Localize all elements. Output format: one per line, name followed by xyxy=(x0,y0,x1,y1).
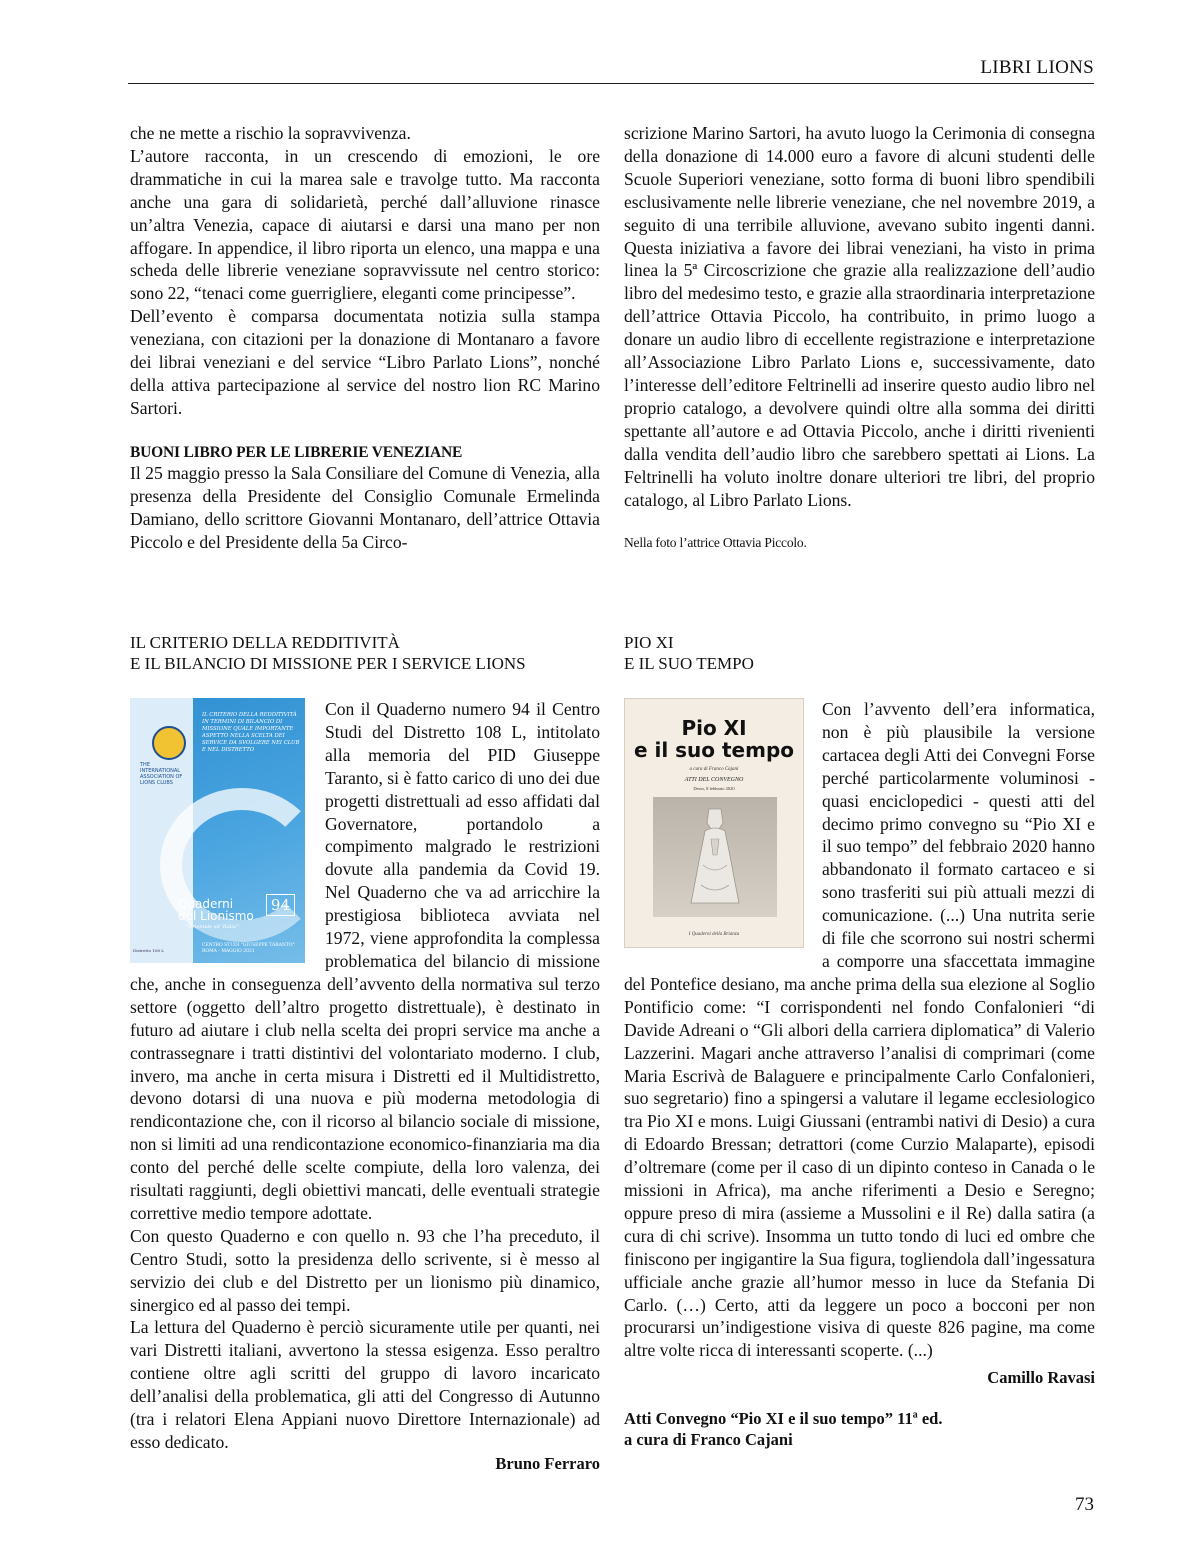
quaderni-cover-image xyxy=(130,698,305,963)
cover-footer: I Quaderni della Brianza xyxy=(688,932,740,937)
lions-logo-icon xyxy=(152,726,186,760)
paragraph: scrizione Marino Sartori, ha avuto luogo la Cerimonia di consegna della donazione di 14.000 euro a favore di alcuni studenti delle Scuole Superiori veneziane, sotto forma di buoni libro spendibili esclusivamente nelle librerie veneziane, che nel novembre 2019, a seguito di una terribile alluvione, avevano subito ingenti danni. Questa iniziativa a favore dei librai veneziani, ha visto in prima linea la 5ª Circoscrizione che grazie alla realizzazione dell’audio libro del medesimo testo, e grazie alla straordinaria interpretazione dell’attrice Ottavia Piccolo, ha contribuito, in primo luogo a donare un audio libro di eccellente registrazione e interpretazione all’Associazione Libro Parlato Lions e, successivamente, dato l’interesse dell’editore Feltrinelli ad inserire questo audio libro nel proprio catalogo, a devolvere quindi oltre alla somma dei diritti spettante all’autore e ad Ottavia Piccolo, anche i diritti rivenienti dalla vendita dell’audio libro che sarebbero spettati ai Lions. La Feltrinelli ha voluto inoltre donare ulteriori tre libri, del proprio catalogo, al Libro Parlato Lions. xyxy=(624,123,1095,510)
article-redditivita xyxy=(130,632,600,1474)
book-info-line: a cura di Franco Cajani xyxy=(624,1430,793,1450)
left-column-top xyxy=(130,122,600,553)
cover-title-line: Pio XI xyxy=(681,716,747,740)
cover-editor: a cura di Franco Cajani xyxy=(689,767,739,772)
article-title xyxy=(624,632,1095,674)
cover-series-line: del Lionismo xyxy=(178,909,254,923)
article-title-line: E IL BILANCIO DI MISSIONE PER I SERVICE LIONS xyxy=(130,654,526,673)
cover-title xyxy=(625,717,803,761)
paragraph: La lettura del Quaderno è perciò sicuramente utile per quanti, nei vari Distretti italiani, avvertono la stessa esigenza. Esso peraltro contiene oltre agli scritti del gruppo di lavoro incaricato dell’analisi della problematica, gli atti del Congresso di Autunno (tra i relatori Elena Appiani nuovo Direttore Internazionale) ad esso dedicato. xyxy=(130,1317,600,1452)
page-header-title: LIBRI LIONS xyxy=(980,57,1094,78)
pio-xi-cover-image xyxy=(624,698,804,948)
cover-footer xyxy=(202,943,295,955)
cover-title-line: e il suo tempo xyxy=(633,738,795,762)
paragraph: Con il Quaderno numero 94 il Centro Studi del Distretto 108 L, intitolato alla memoria del PID Giuseppe Taranto, si è fatto carico di uno dei due progetti distrettuali ad esso affidati dal Governatore, portandolo a compimento malgrado le restrizioni dovute alla pandemia da Covid 19. Nel Quaderno che va ad arricchire la prestigiosa biblioteca avviata nel 1972, viene approfondita la complessa problematica del bilancio di missione che, anche in conseguenza dell’avvento della normativa sul terzo settore (oggetto dell’altro progetto distrettuale), è destinato in futuro ad aiutare i club nella scelta dei propri service ma anche a contrassegnare i tratti distintivi del volontariato moderno. I club, invero, ma anche in certa misura i Distretti ed il Multidistretto, devono dotarsi di una nuova e più moderna metodologia di rendicontazione che, con il ricorso al bilancio sociale di missione, non si limiti ad una rendicontazione economico-finanziaria ma dia conto del perché delle scelte compiute, della loro valenza, dei risultati raggiunti, degli obiettivi mancati, delle eventuali strategie correttive medio tempore adottate. xyxy=(130,699,600,1223)
statue-illustration xyxy=(683,805,747,909)
article-pio-xi xyxy=(624,632,1095,1450)
book-info xyxy=(624,1408,1095,1450)
paragraph: che ne mette a rischio la sopravvivenza. xyxy=(130,123,411,143)
cover-series-line: Quaderni xyxy=(178,897,234,911)
paragraph: Con l’avvento dell’era informatica, non è più plausibile la versione cartacea degli Atti dei Convegni Forse perché particolarmente voluminosi - quasi enciclopedici - questi atti del decimo primo convegno su “Pio XI e il suo tempo” del febbraio 2020 hanno abbandonato il formato cartaceo e si sono trasferiti sui più attuali mezzi di comunicazione. (...) Una nutrita serie di file che scorrono sui nostri schermi a comporre una sfaccettata immagine del Pontefice desiano, ma anche prima della sua elezione al Soglio Pontificio come: “I corrispondenti nel fondo Confalonieri “di Davide Adreani o “Gli albori della carriera diplomatica” di Valerio Lazzerini. Magari anche attraverso l’analisi di comprimari (come Maria Escrivà de Balaguere e principalmente Carlo Confalonieri, suo segretario) fino a spingersi a valutare il legame ecclesiologico tra Pio XI e mons. Luigi Giussani (entrambi nativi di Desio) a cura di Edoardo Bressan; detrattori (come Curzio Malaparte), episodi d’oltremare (come per il caso di un dipinto conteso in Canada o le missioni in Africa), ma anche riferimenti a Desio e Seregno; oppure preso di mira (assieme a Mussolini e il Re) dalla satira (a cura di chi scrive). Insomma un tutto tondo di luci ed ombre che finiscono per ingigantire la Sua figura, togliendola dall’ingessatura ufficiale anche grazie all’humor messo in luce da Stefania Di Carlo. (…) Certo, atti da leggere un poco a bocconi per non procurarsi un’indigestione visiva di queste 826 pagine, ma come altre volte ricca di interessanti scoperte. (...) xyxy=(624,699,1095,1361)
cover-footer-line: ROMA - MAGGIO 2021 xyxy=(202,949,255,954)
cover-series-name xyxy=(178,898,254,922)
book-info-line: Atti Convegno “Pio XI e il suo tempo” 11ª ed. xyxy=(624,1409,943,1429)
article-title-line: PIO XI xyxy=(624,633,674,652)
paragraph: Con questo Quaderno e con quello n. 93 che l’ha preceduto, il Centro Studi, sotto la presidenza dello scrivente, si è messo al servizio dei club e del Distretto per un lionismo più dinamico, sinergico ed al passo dei tempi. xyxy=(130,1225,600,1315)
page-number: 73 xyxy=(1075,1494,1094,1515)
section-heading: BUONI LIBRO PER LE LIBRERIE VENEZIANE xyxy=(130,443,463,461)
right-column-top xyxy=(624,122,1095,551)
photo-caption: Nella foto l’attrice Ottavia Piccolo. xyxy=(624,535,807,551)
author-byline: Bruno Ferraro xyxy=(495,1453,600,1473)
article-title-line: IL CRITERIO DELLA REDDITIVITÀ xyxy=(130,633,400,652)
cover-logo-text: THE INTERNATIONAL ASSOCIATION OF LIONS CLUBS xyxy=(140,762,183,786)
cover-footer-left: Distretto 108 L xyxy=(133,948,164,953)
cover-number: 94 xyxy=(266,894,295,916)
paragraph: Dell’evento è comparsa documentata notizia sulla stampa veneziana, con citazioni per la donazione di Montanaro a favore dei librai veneziani e del service “Libro Parlato Lions”, nonché della attiva partecipazione al service del nostro lion RC Marino Sartori. xyxy=(130,306,600,418)
paragraph: Il 25 maggio presso la Sala Consiliare del Comune di Venezia, alla presenza della Presidente del Consiglio Comunale Ermelinda Damiano, dello scrittore Giovanni Montanaro, dell’attrice Ottavia Piccolo e del Presidente della 5a Circo- xyxy=(130,462,600,552)
paragraph: L’autore racconta, in un crescendo di emozioni, le ore drammatiche in cui la marea sale e travolge tutto. Ma racconta anche una gara di solidarietà, perché dall’alluvione rinasce un’altra Venezia, capace di aiutarsi e darsi una mano per non affogare. In appendice, il libro riporta un elenco, una mappa e una scheda delle librerie veneziane sopravvissute nel centro storico: sono 22, “tenaci come guerrigliere, eleganti come principesse”. xyxy=(130,145,600,304)
article-title-line: E IL SUO TEMPO xyxy=(624,654,754,673)
header-rule xyxy=(128,83,1094,84)
cover-subtitle: ATTI DEL CONVEGNO xyxy=(684,777,744,783)
cover-date: Desio, 8 febbraio 2020 xyxy=(693,786,735,791)
cover-footer-line: CENTRO STUDI "GIUSEPPE TARANTO" xyxy=(202,943,295,948)
cover-title: IL CRITERIO DELLA REDDITIVITÀ IN TERMINI DI BILANCIO DI MISSIONE QUALE IMPORTANTE ASPETTO NELLA SCELTA DEI SERVICE DA SVOLGERE NEI CLUB E NEL DISTRETTO xyxy=(202,712,300,753)
article-title xyxy=(130,632,600,674)
author-byline: Camillo Ravasi xyxy=(987,1368,1095,1388)
cover-series-sub: "Orientale ed 'Italia'" xyxy=(186,924,240,930)
